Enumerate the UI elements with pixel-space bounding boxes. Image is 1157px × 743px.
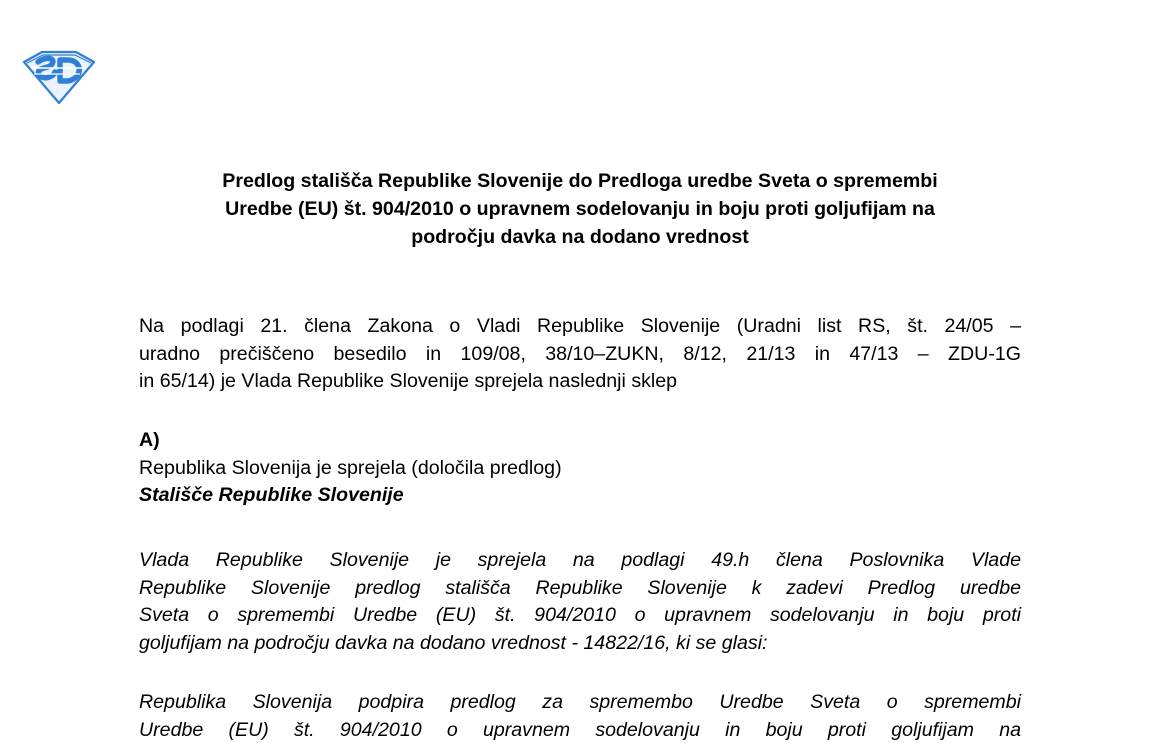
sd-shield-logo-graphic — [22, 48, 96, 104]
para2-line-1: Vlada Republike Slovenije je sprejela na podlagi 49.h člena Poslovnika Vlade — [139, 549, 1021, 571]
section-a-label: A) — [139, 429, 160, 451]
intro-line-2: uradno prečiščeno besedilo in 109/08, 38/10–ZUKN, 8/12, 21/13 in 47/13 – ZDU-1G — [139, 342, 1021, 365]
title-line-1: Predlog stališča Republike Slovenije do Predloga uredbe Sveta o spremembi — [222, 170, 938, 192]
title-line-2: Uredbe (EU) št. 904/2010 o upravnem sodelovanju in boju proti goljufijam na — [225, 198, 935, 220]
intro-line-3: in 65/14) je Vlada Republike Slovenije sprejela naslednji sklep — [139, 370, 678, 392]
intro-paragraph — [139, 313, 1021, 396]
government-paragraph — [139, 547, 1021, 657]
para2-line-2: Republike Slovenije predlog stališča Republike Slovenije k zadevi Predlog uredbe — [139, 576, 1021, 599]
para3-line-2: Uredbe (EU) št. 904/2010 o upravnem sodelovanju in boju proti goljufijam na — [139, 718, 1021, 741]
intro-line-1: Na podlagi 21. člena Zakona o Vladi Republike Slovenije (Uradni list RS, št. 24/05 – — [139, 315, 1021, 337]
support-paragraph — [139, 689, 1021, 743]
para2-line-3: Sveta o spremembi Uredbe (EU) št. 904/2010 o upravnem sodelovanju in boju proti — [139, 604, 1021, 626]
section-a — [139, 427, 1021, 510]
para2-line-4: goljufijam na področju davka na dodano vrednost - 14822/16, ki se glasi: — [139, 631, 768, 654]
title-line-3: področju davka na dodano vrednost — [411, 226, 749, 248]
section-a-heading: Stališče Republike Slovenije — [139, 484, 404, 506]
document-title — [140, 167, 1020, 251]
sd-shield-logo-icon — [22, 48, 96, 104]
para3-line-1: Republika Slovenija podpira predlog za spremembo Uredbe Sveta o spremembi — [139, 691, 1021, 713]
section-a-text: Republika Slovenija je sprejela (določila predlog) — [139, 456, 562, 479]
